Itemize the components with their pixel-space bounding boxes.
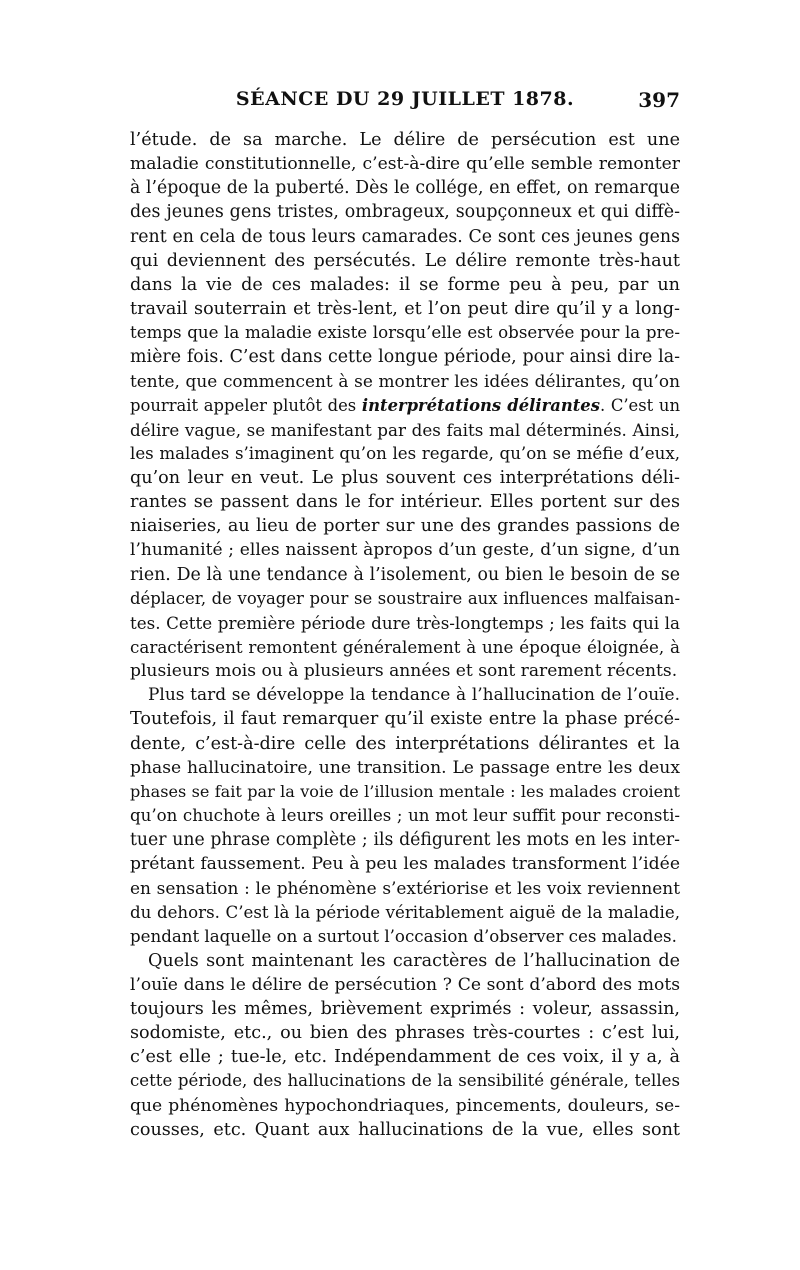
text-line: à l’époque de la puberté. Dès le collége, en effet, on remarque xyxy=(130,178,680,199)
text-line: plusieurs mois ou à plusieurs années et sont rarement récents. xyxy=(130,661,678,682)
text-line: phase hallucinatoire, une transition. Le passage entre les deux xyxy=(130,757,680,778)
page-number: 397 xyxy=(638,88,680,112)
text-line: Toutefois, il faut remarquer qu’il existe entre la phase précé- xyxy=(130,709,680,730)
text-line: des jeunes gens tristes, ombrageux, soupçonneux et qui diffè- xyxy=(130,202,680,223)
text-line: dans la vie de ces malades: il se forme peu à peu, par un xyxy=(130,274,680,295)
running-title: SÉANCE DU 29 JUILLET 1878. xyxy=(235,88,575,110)
text-line: pendant laquelle on a surtout l’occasion d’observer ces malades. xyxy=(130,926,677,946)
text-line: dente, c’est-à-dire celle des interprétations délirantes et la xyxy=(130,733,680,754)
text-line: sodomiste, etc., ou bien des phrases très-courtes : c’est lui, xyxy=(130,1023,680,1044)
text-line: les malades s’imaginent qu’on les regarde, qu’on se méfie d’eux, xyxy=(130,443,680,463)
text-line: tente, que commencent à se montrer les idées délirantes, qu’on xyxy=(130,371,680,392)
text-line: tes. Cette première période dure très-longtemps ; les faits qui la xyxy=(130,612,680,633)
body-text xyxy=(130,128,680,1142)
text-line: Plus tard se développe la tendance à l’hallucination de l’ouïe. xyxy=(148,685,680,706)
text-line: niaiseries, au lieu de porter sur une des grandes passions de xyxy=(130,516,680,537)
text-line: c’est elle ; tue-le, etc. Indépendamment de ces voix, il y a, à xyxy=(130,1047,680,1068)
text-segment: pourrait appeler plutôt des xyxy=(130,395,362,415)
text-line: du dehors. C’est là la période véritablement aiguë de la maladie, xyxy=(130,902,680,922)
text-line xyxy=(130,394,680,418)
text-line: travail souterrain et très-lent, et l’on peut dire qu’il y a long- xyxy=(130,298,680,319)
text-line: rent en cela de tous leurs camarades. Ce sont ces jeunes gens xyxy=(130,226,680,247)
text-line: qu’on leur en veut. Le plus souvent ces interprétations déli- xyxy=(130,467,680,488)
text-line: toujours les mêmes, brièvement exprimés : voleur, assassin, xyxy=(130,999,680,1020)
text-line: rien. De là une tendance à l’isolement, ou bien le besoin de se xyxy=(130,564,680,585)
text-line: phases se fait par la voie de l’illusion mentale : les malades croient xyxy=(130,781,680,801)
text-line: en sensation : le phénomène s’extériorise et les voix reviennent xyxy=(130,878,680,899)
text-line: l’étude. de sa marche. Le délire de persécution est une xyxy=(130,130,680,150)
text-line: qui deviennent des persécutés. Le délire remonte très-haut xyxy=(130,250,680,271)
text-line: cette période, des hallucinations de la sensibilité générale, telles xyxy=(130,1071,680,1091)
text-line: Quels sont maintenant les caractères de l’hallucination de xyxy=(148,950,680,971)
text-line: l’ouïe dans le délire de persécution ? Ce sont d’abord des mots xyxy=(130,974,680,995)
text-line: temps que la maladie existe lorsqu’elle est observée pour la pre- xyxy=(130,323,680,343)
text-line: rantes se passent dans le for intérieur. Elles portent sur des xyxy=(130,492,680,513)
text-line: prétant faussement. Peu à peu les malades transforment l’idée xyxy=(130,854,680,875)
text-line: délire vague, se manifestant par des faits mal déterminés. Ainsi, xyxy=(130,419,680,440)
text-line: cousses, etc. Quant aux hallucinations de la vue, elles sont xyxy=(130,1119,680,1140)
text-line: que phénomènes hypochondriaques, pincements, douleurs, se- xyxy=(130,1095,680,1116)
running-head xyxy=(130,88,680,118)
text-segment: . C’est un xyxy=(599,395,680,415)
italic-phrase: interprétations délirantes xyxy=(361,395,600,415)
text-line: l’humanité ; elles naissent àpropos d’un geste, d’un signe, d’un xyxy=(130,540,680,561)
text-line: tuer une phrase complète ; ils défigurent les mots en les inter- xyxy=(130,830,680,851)
text-line: mière fois. C’est dans cette longue période, pour ainsi dire la- xyxy=(130,347,680,368)
text-line: caractérisent remontent généralement à une époque éloignée, à xyxy=(130,636,680,657)
text-line: déplacer, de voyager pour se soustraire aux influences malfaisan- xyxy=(130,588,680,608)
text-line: maladie constitutionnelle, c’est-à-dire qu’elle semble remonter xyxy=(130,154,680,175)
text-line: qu’on chuchote à leurs oreilles ; un mot leur suffit pour reconsti- xyxy=(130,805,680,825)
